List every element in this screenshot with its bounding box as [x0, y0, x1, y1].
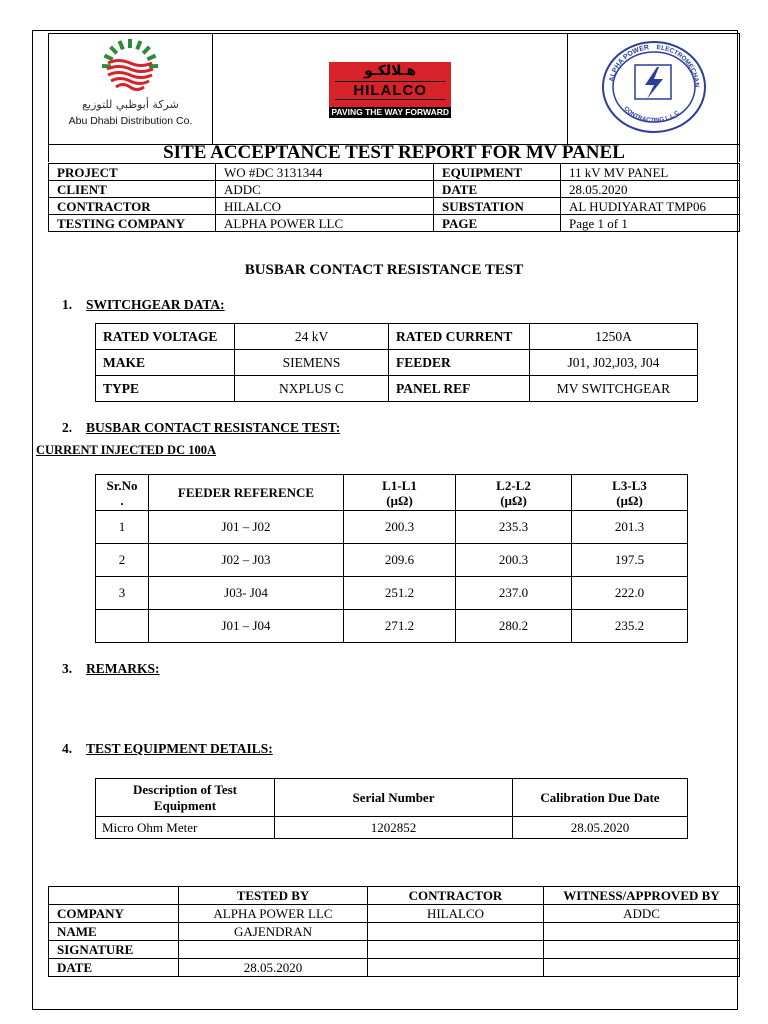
make-label: MAKE	[96, 350, 235, 376]
date-label: DATE	[434, 181, 561, 198]
table-row	[49, 941, 740, 959]
alpha-side-text: ELECTROMECHAN	[655, 43, 700, 87]
contractor-date-cell	[368, 959, 544, 977]
calibration-date-cell: 28.05.2020	[513, 817, 688, 839]
l1-header-label: L1-L1	[382, 477, 417, 493]
test-equipment-table	[95, 778, 688, 839]
alpha-logo-cell	[568, 34, 740, 145]
l2-cell: 237.0	[456, 577, 572, 610]
project-info-table	[48, 163, 740, 232]
sr-cell: 1	[96, 511, 149, 544]
client-value: ADDC	[216, 181, 434, 198]
table-header-row	[96, 475, 688, 511]
contractor-signature-cell	[368, 941, 544, 959]
addc-arabic-name: شركة أبوظبي للتوزيع	[82, 98, 179, 111]
panel-ref-value: MV SWITCHGEAR	[530, 376, 698, 402]
table-row	[96, 610, 688, 643]
equipment-description-cell: Micro Ohm Meter	[96, 817, 275, 839]
contractor-value: HILALCO	[216, 198, 434, 215]
date-value: 28.05.2020	[561, 181, 740, 198]
hilalco-wordmark: HILALCO	[335, 81, 445, 100]
addc-emblem-icon	[49, 34, 212, 96]
l1-header	[344, 475, 456, 511]
l3-cell: 197.5	[572, 544, 688, 577]
rated-voltage-label: RATED VOLTAGE	[96, 324, 235, 350]
feeder-cell: J03- J04	[149, 577, 344, 610]
client-label: CLIENT	[49, 181, 216, 198]
equipment-value: 11 kV MV PANEL	[561, 164, 740, 181]
table-row	[96, 577, 688, 610]
rated-current-value: 1250A	[530, 324, 698, 350]
table-row	[49, 959, 740, 977]
alpha-bottom-text: CONTRACTING L.L.C	[622, 105, 681, 124]
project-label: PROJECT	[49, 164, 216, 181]
table-row	[96, 511, 688, 544]
tested-name-cell: GAJENDRAN	[179, 923, 368, 941]
heading-remarks	[62, 661, 160, 677]
make-value: SIEMENS	[235, 350, 389, 376]
heading-text: REMARKS:	[86, 661, 160, 676]
addc-english-name: Abu Dhabi Distribution Co.	[68, 115, 193, 127]
contractor-label: CONTRACTOR	[49, 198, 216, 215]
table-row	[96, 817, 688, 839]
testing-company-value: ALPHA POWER LLC	[216, 215, 434, 232]
sr-cell: 2	[96, 544, 149, 577]
witness-name-cell	[544, 923, 740, 941]
heading-number: 1.	[62, 297, 73, 312]
table-row	[49, 923, 740, 941]
page-value: Page 1 of 1	[561, 215, 740, 232]
date-row-label: DATE	[49, 959, 179, 977]
alpha-top-text: ALPHA POWER	[608, 43, 650, 82]
l3-cell: 235.2	[572, 610, 688, 643]
type-label: TYPE	[96, 376, 235, 402]
l1-cell: 200.3	[344, 511, 456, 544]
l3-cell: 201.3	[572, 511, 688, 544]
signoff-table	[48, 886, 740, 977]
l2-cell: 200.3	[456, 544, 572, 577]
feeder-value: J01, J02,J03, J04	[530, 350, 698, 376]
tested-company-cell: ALPHA POWER LLC	[179, 905, 368, 923]
heading-number: 3.	[62, 661, 73, 676]
rated-voltage-value: 24 kV	[235, 324, 389, 350]
hilalco-arabic: هـلالكـو	[329, 62, 451, 80]
description-header-line2: Equipment	[153, 797, 217, 813]
srno-header-line2: .	[120, 492, 124, 508]
alpha-power-logo	[599, 37, 709, 137]
l2-header-label: L2-L2	[496, 477, 531, 493]
feeder-cell: J01 – J02	[149, 511, 344, 544]
l2-header	[456, 475, 572, 511]
l1-cell: 251.2	[344, 577, 456, 610]
report-title: SITE ACCEPTANCE TEST REPORT FOR MV PANEL	[48, 142, 740, 162]
contractor-company-cell: HILALCO	[368, 905, 544, 923]
description-header	[96, 779, 275, 817]
logo-header	[48, 33, 740, 145]
heading-number: 2.	[62, 420, 73, 435]
heading-text: TEST EQUIPMENT DETAILS:	[86, 741, 273, 756]
l2-cell: 280.2	[456, 610, 572, 643]
serial-number-header: Serial Number	[275, 779, 513, 817]
witness-company-cell: ADDC	[544, 905, 740, 923]
contact-resistance-table	[95, 474, 688, 643]
hilalco-tagline: PAVING THE WAY FORWARD	[329, 107, 451, 118]
l2-cell: 235.3	[456, 511, 572, 544]
type-value: NXPLUS C	[235, 376, 389, 402]
heading-text: BUSBAR CONTACT RESISTANCE TEST:	[86, 420, 341, 435]
witness-header: WITNESS/APPROVED BY	[544, 887, 740, 905]
addc-logo	[49, 34, 212, 144]
page-label: PAGE	[434, 215, 561, 232]
company-row-label: COMPANY	[49, 905, 179, 923]
sr-cell	[96, 610, 149, 643]
signoff-corner-cell	[49, 887, 179, 905]
l3-header-label: L3-L3	[612, 477, 647, 493]
hilalco-logo	[329, 62, 451, 118]
rated-current-label: RATED CURRENT	[389, 324, 530, 350]
feeder-cell: J02 – J03	[149, 544, 344, 577]
name-row-label: NAME	[49, 923, 179, 941]
substation-label: SUBSTATION	[434, 198, 561, 215]
witness-date-cell	[544, 959, 740, 977]
table-row	[96, 544, 688, 577]
signature-row-label: SIGNATURE	[49, 941, 179, 959]
calibration-due-header: Calibration Due Date	[513, 779, 688, 817]
tested-date-cell: 28.05.2020	[179, 959, 368, 977]
serial-number-cell: 1202852	[275, 817, 513, 839]
addc-logo-cell	[49, 34, 213, 145]
l3-header-unit: (µΩ)	[616, 492, 643, 508]
heading-test-equipment	[62, 741, 273, 757]
srno-header-line1: Sr.No	[106, 477, 138, 493]
l1-cell: 209.6	[344, 544, 456, 577]
hilalco-logo-cell	[213, 34, 568, 145]
project-value: WO #DC 3131344	[216, 164, 434, 181]
section-title: BUSBAR CONTACT RESISTANCE TEST	[244, 262, 524, 278]
feeder-label: FEEDER	[389, 350, 530, 376]
srno-header	[96, 475, 149, 511]
current-injected-note: CURRENT INJECTED DC 100A	[36, 443, 216, 457]
sr-cell: 3	[96, 577, 149, 610]
witness-signature-cell	[544, 941, 740, 959]
heading-number: 4.	[62, 741, 73, 756]
testing-company-label: TESTING COMPANY	[49, 215, 216, 232]
heading-busbar-test	[62, 420, 340, 436]
table-header-row	[49, 887, 740, 905]
substation-value: AL HUDIYARAT TMP06	[561, 198, 740, 215]
heading-text: SWITCHGEAR DATA:	[86, 297, 225, 312]
heading-switchgear-data	[62, 297, 225, 313]
feeder-cell: J01 – J04	[149, 610, 344, 643]
tested-by-header: TESTED BY	[179, 887, 368, 905]
table-header-row	[96, 779, 688, 817]
l2-header-unit: (µΩ)	[500, 492, 527, 508]
l1-header-unit: (µΩ)	[386, 492, 413, 508]
panel-ref-label: PANEL REF	[389, 376, 530, 402]
contractor-header: CONTRACTOR	[368, 887, 544, 905]
l3-cell: 222.0	[572, 577, 688, 610]
contractor-name-cell	[368, 923, 544, 941]
tested-signature-cell	[179, 941, 368, 959]
feeder-ref-header: FEEDER REFERENCE	[149, 475, 344, 511]
description-header-line1: Description of Test	[133, 781, 237, 797]
l3-header	[572, 475, 688, 511]
table-row	[49, 905, 740, 923]
switchgear-data-table	[95, 323, 698, 402]
equipment-label: EQUIPMENT	[434, 164, 561, 181]
l1-cell: 271.2	[344, 610, 456, 643]
